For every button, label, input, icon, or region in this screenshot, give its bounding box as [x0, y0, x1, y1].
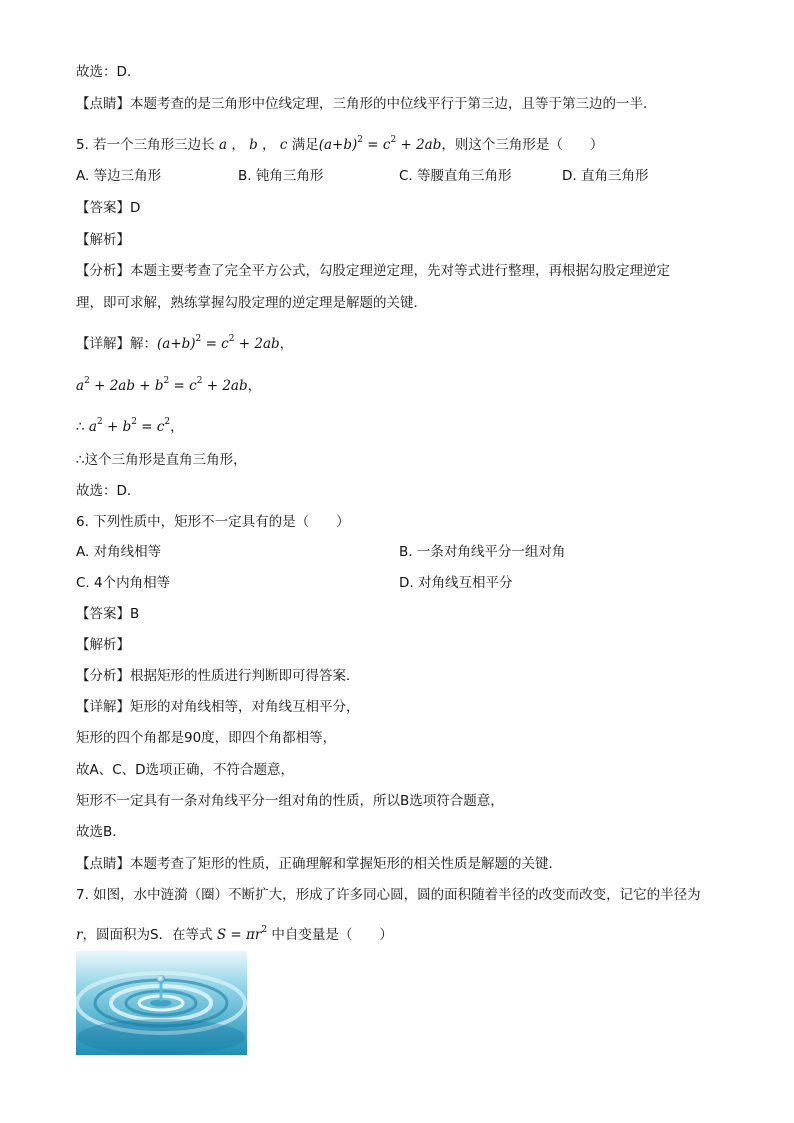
q6-line-4: 矩形不一定具有一条对角线平分一组对角的性质，所以B选项符合题意， [76, 793, 504, 809]
q5-jiexi: 【解析】 [76, 232, 130, 248]
q5-option-c: C. 等腰直角三角形 [399, 168, 512, 184]
dianjing-line: 【点睛】本题考查的是三角形中位线定理，三角形的中位线平行于第三边，且等于第三边的一半． [76, 96, 657, 112]
question-7-line-2: r，圆面积为S．在等式 $S = \pi r^2$ 中自变量是（ ） [76, 925, 393, 943]
q6-fenxi: 【分析】根据矩形的性质进行判断即可得答案． [76, 668, 360, 684]
question-5: 5. 若一个三角形三边长 a ， b ， c 满足$(a+b)^2 = c^2 + 2ab$，则这个三角形是（ ） [76, 135, 604, 153]
q5-step-2: ∴ $a^2 + b^2 = c^2$， [76, 417, 184, 435]
q5-fenxi-2: 理，即可求解，熟练掌握勾股定理的逆定理是解题的关键． [76, 295, 427, 311]
q5-option-b: B. 钝角三角形 [238, 168, 324, 184]
q6-select: 故选B． [76, 824, 126, 840]
q5-xiangjie: 【详解】解：$(a+b)^2 = c^2 + 2ab$， [76, 334, 294, 352]
q6-line-3: 故A、C、D选项正确，不符合题意， [76, 762, 295, 778]
q5-step-1: $a^2 + 2ab + b^2 = c^2 + 2ab$， [76, 376, 262, 394]
water-ripple-image [76, 951, 247, 1055]
q6-line-2: 矩形的四个角都是90度，即四个角都相等， [76, 730, 337, 746]
q6-option-b: B. 一条对角线平分一组对角 [399, 544, 566, 560]
q5-fenxi-1: 【分析】本题主要考查了完全平方公式，勾股定理逆定理，先对等式进行整理，再根据勾股定理逆定 [76, 263, 670, 279]
q5-option-d: D. 直角三角形 [562, 168, 649, 184]
q6-answer: 【答案】B [76, 606, 140, 622]
q6-option-c: C. 4个内角相等 [76, 575, 171, 591]
q6-option-a: A. 对角线相等 [76, 544, 162, 560]
q6-option-d: D. 对角线互相平分 [399, 575, 513, 591]
question-6: 6. 下列性质中，矩形不一定具有的是（ ） [76, 514, 350, 530]
q5-option-a: A. 等边三角形 [76, 168, 162, 184]
answer-line: 故选：D. [76, 64, 132, 80]
q5-select: 故选：D． [76, 483, 141, 499]
q6-xiangjie: 【详解】矩形的对角线相等，对角线互相平分， [76, 699, 360, 715]
question-7-line-1: 7. 如图，水中涟漪（圈）不断扩大，形成了许多同心圆，圆的面积随着半径的改变而改变，记它的半径为 [76, 887, 701, 903]
q6-dianjing: 【点睛】本题考查了矩形的性质，正确理解和掌握矩形的相关性质是解题的关键． [76, 856, 562, 872]
q6-jiexi: 【解析】 [76, 637, 130, 653]
q5-answer: 【答案】D [76, 200, 141, 216]
q5-conclusion: ∴这个三角形是直角三角形， [76, 452, 247, 468]
